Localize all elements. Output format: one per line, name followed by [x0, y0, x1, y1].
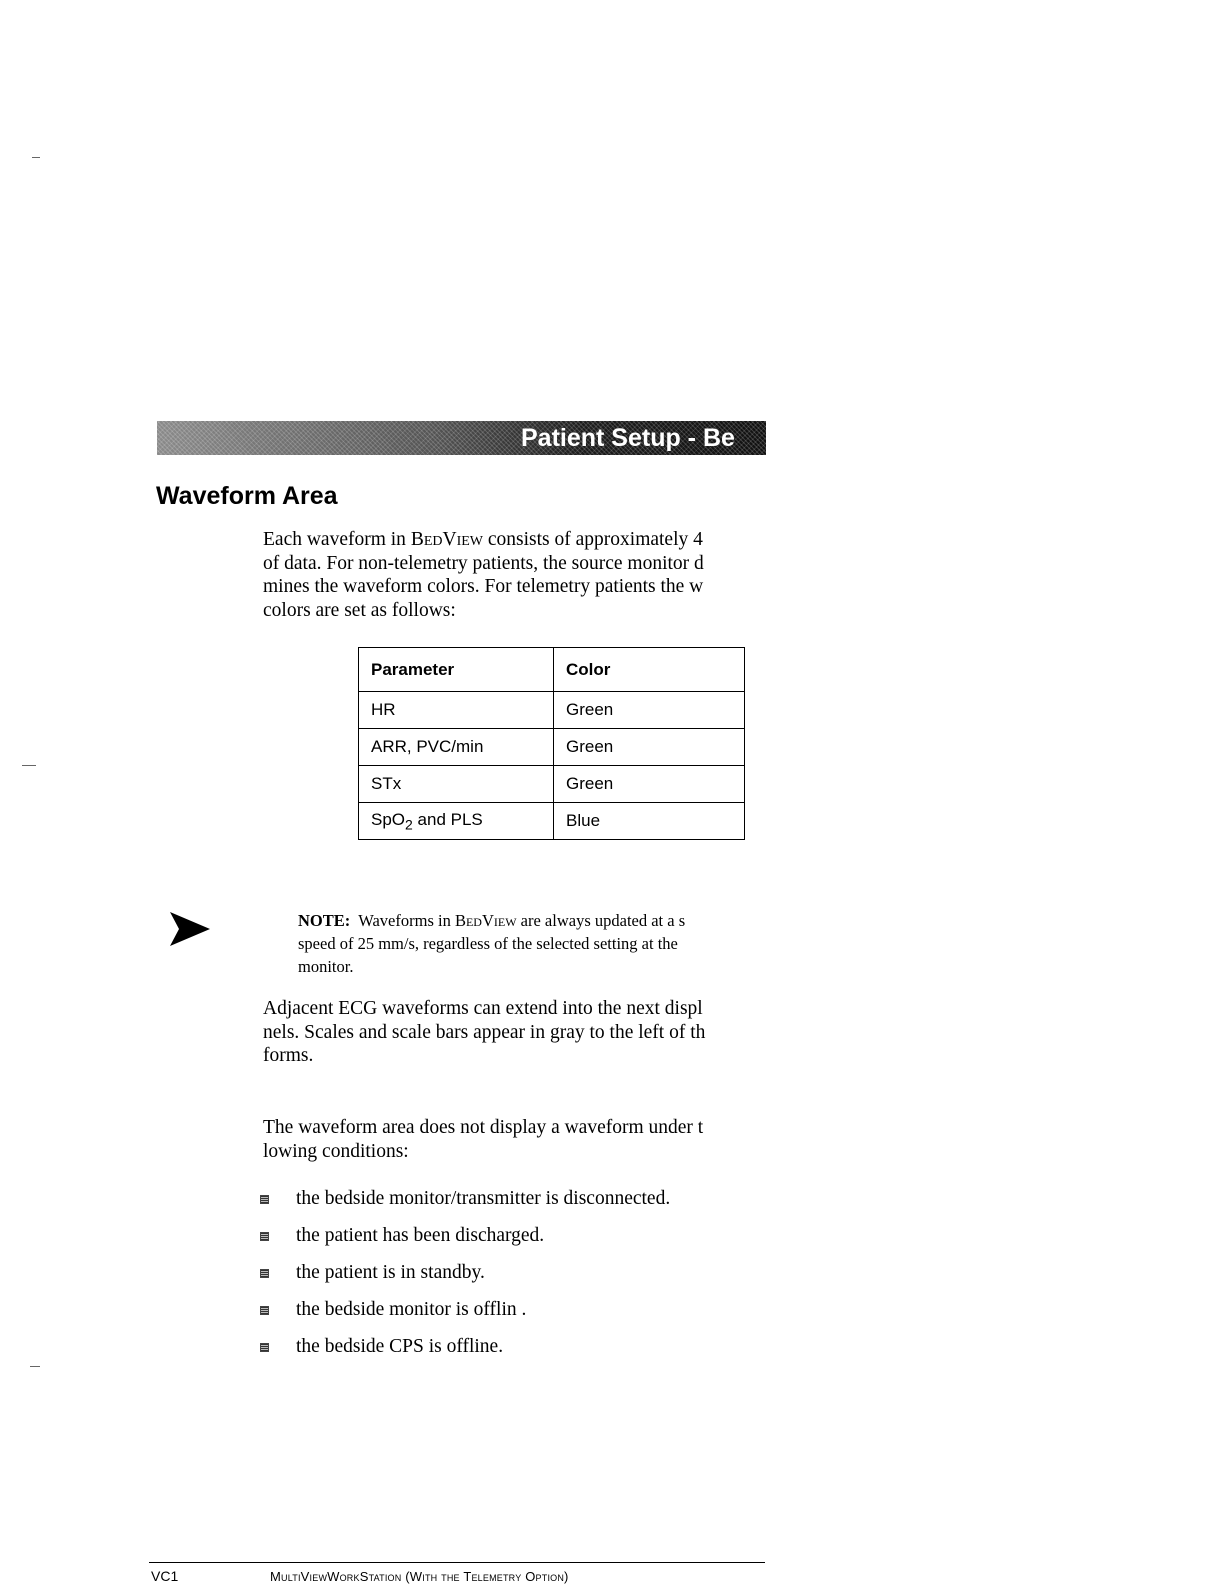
adjacent-line: nels. Scales and scale bars appear in gray to the left of th — [263, 1021, 706, 1043]
color-cell: Green — [554, 692, 745, 729]
scan-mark — [30, 1366, 40, 1367]
note-line: speed of 25 mm/s, regardless of the selected setting at the — [298, 934, 678, 953]
scan-mark — [22, 765, 36, 766]
column-header-color: Color — [554, 648, 745, 692]
conditions-line: lowing conditions: — [263, 1140, 409, 1162]
intro-line: mines the waveform colors. For telemetry patients the w — [263, 576, 704, 597]
bullet-icon — [260, 1343, 269, 1352]
note-line: monitor. — [298, 957, 354, 976]
note-line: NOTE: Waveforms in BedView are always updated at a s — [298, 911, 686, 930]
adjacent-line: forms. — [263, 1045, 314, 1066]
parameter-cell: SpO$_2$ and PLS — [359, 803, 554, 840]
table-row — [359, 692, 745, 729]
column-header-parameter: Parameter — [359, 648, 554, 692]
note-arrow-icon — [170, 912, 210, 946]
intro-line: of data. For non-telemetry patients, the source monitor d — [263, 552, 704, 574]
chapter-banner — [157, 421, 766, 455]
intro-line: colors are set as follows: — [263, 599, 456, 621]
adjacent-paragraph — [263, 997, 766, 1068]
banner-title: Patient Setup - Be — [521, 424, 735, 452]
intro-paragraph — [263, 528, 766, 622]
table-row — [359, 766, 745, 803]
bullet-icon — [260, 1269, 269, 1278]
waveform-color-table — [358, 647, 745, 840]
parameter-cell: HR — [359, 692, 554, 729]
table-row — [359, 729, 745, 766]
color-cell: Green — [554, 729, 745, 766]
table-row — [359, 803, 745, 840]
bullet-icon — [260, 1195, 269, 1204]
bullet-icon — [260, 1232, 269, 1241]
table-header-row — [359, 648, 745, 692]
color-cell: Blue — [554, 803, 745, 840]
bullet-icon — [260, 1306, 269, 1315]
adjacent-line: Adjacent ECG waveforms can extend into the next displ — [263, 998, 703, 1019]
color-cell: Green — [554, 766, 745, 803]
section-heading: Waveform Area — [156, 482, 338, 510]
footer-rule — [149, 1562, 765, 1563]
conditions-paragraph — [263, 1116, 766, 1163]
parameter-cell: STx — [359, 766, 554, 803]
parameter-cell: ARR, PVC/min — [359, 729, 554, 766]
footer-document-title: MultiViewWorkStation (With the Telemetry Option) — [270, 1569, 569, 1584]
scan-mark — [32, 157, 40, 158]
footer-page-code: VC1 — [151, 1568, 179, 1584]
note-block — [298, 909, 766, 978]
note-label: NOTE: — [298, 911, 351, 930]
conditions-line: The waveform area does not display a waveform under t — [263, 1117, 704, 1138]
intro-line: Each waveform in BedView consists of approximately 4 — [263, 529, 703, 550]
